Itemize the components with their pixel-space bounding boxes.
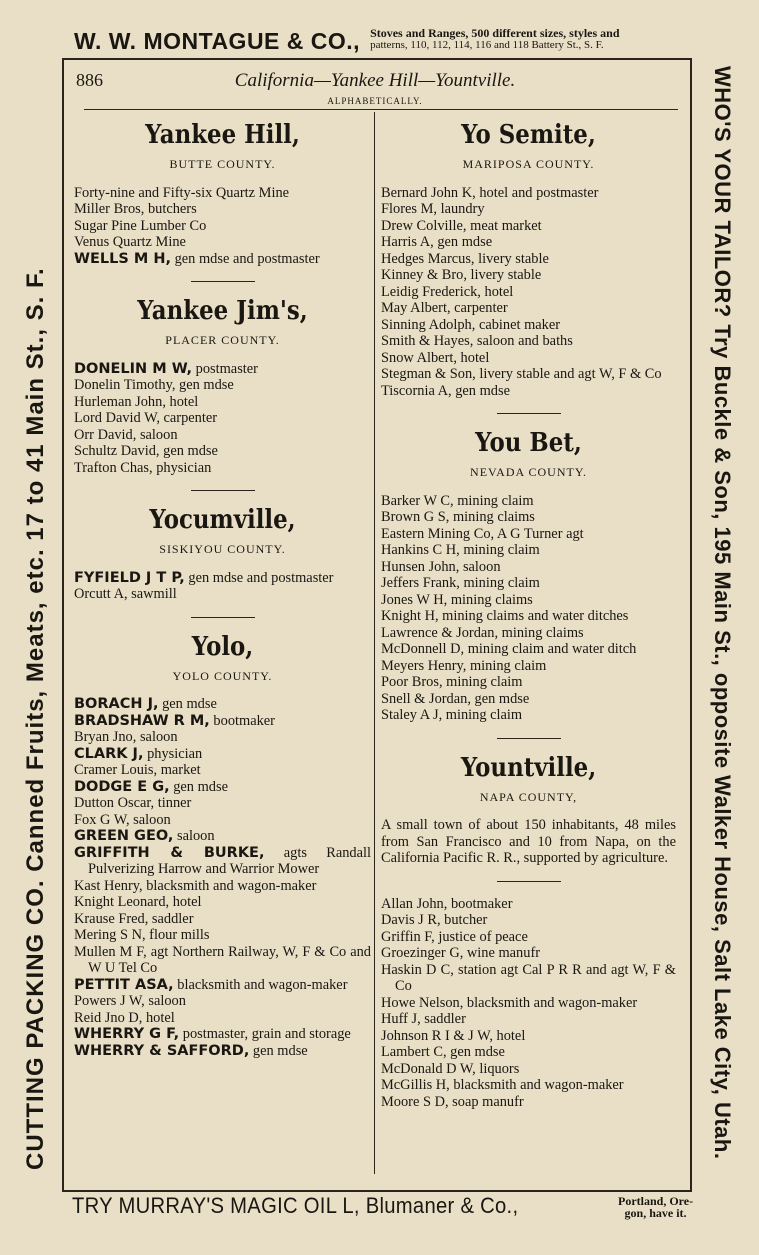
directory-entry — [381, 1011, 676, 1028]
directory-entry — [74, 812, 371, 829]
directory-entry — [381, 1028, 676, 1045]
town-heading: Yocumville, — [149, 505, 296, 535]
entry-name: FYFIELD J T P, — [74, 569, 185, 586]
section-separator — [191, 281, 255, 282]
county-label: YOLO COUNTY. — [172, 668, 273, 683]
directory-entry — [381, 383, 676, 400]
directory-entry — [381, 674, 676, 691]
directory-entry — [74, 427, 371, 444]
entry-name: Kast Henry, blacksmith and wagon-maker — [74, 877, 317, 894]
top-ad-details — [370, 28, 619, 51]
section-separator — [191, 617, 255, 618]
top-advertisement — [74, 24, 714, 58]
directory-entry — [74, 394, 371, 411]
directory-entry — [74, 729, 371, 746]
column-divider — [374, 112, 375, 1174]
entry-name: Huff J, saddler — [381, 1011, 466, 1027]
entry-name: Lord David W, carpenter — [74, 410, 218, 426]
directory-entry — [381, 912, 676, 929]
entry-detail: agts Randall Pulverizing Harrow and Warrior Mower — [88, 844, 371, 877]
section-separator — [191, 490, 255, 491]
entry-name: Allan John, bootmaker — [381, 895, 513, 912]
town-heading: Yankee Hill, — [145, 120, 300, 150]
directory-entry — [74, 201, 371, 218]
entry-name: Groezinger G, wine manufr — [381, 945, 541, 961]
directory-entry — [381, 1094, 676, 1111]
directory-entry — [381, 300, 676, 317]
directory-entry — [381, 267, 676, 284]
entry-name: Barker W C, mining claim — [381, 492, 534, 509]
entry-name: Lawrence & Jordan, mining claims — [381, 624, 584, 641]
directory-entry — [381, 592, 676, 609]
town-heading: Yountville, — [460, 752, 597, 783]
entry-name: Snell & Jordan, gen mdse — [381, 690, 530, 707]
directory-entry — [381, 559, 676, 576]
directory-entry — [381, 218, 676, 235]
left-column — [74, 110, 371, 1059]
entry-name: Sinning Adolph, cabinet maker — [381, 316, 561, 333]
directory-entry — [381, 896, 676, 913]
entry-name: Bryan Jno, saloon — [74, 729, 178, 745]
entry-name: Miller Bros, butchers — [74, 201, 197, 217]
left-side-advertisement: CUTTING PACKING CO. Canned Fruits, Meats, etc. 17 to 41 Main St., S. F. — [22, 267, 49, 1170]
entry-name: Knight Leonard, hotel — [74, 894, 202, 910]
directory-entry — [74, 828, 371, 845]
entry-name: McDonald D W, liquors — [381, 1060, 520, 1077]
entry-name: Fox G W, saloon — [74, 811, 171, 828]
entry-name: Smith & Hayes, saloon and baths — [381, 333, 573, 349]
entry-detail: blacksmith and wagon-maker — [173, 976, 348, 993]
entry-name: Orr David, saloon — [74, 426, 178, 443]
directory-entry — [74, 1026, 371, 1043]
directory-entry — [381, 201, 676, 218]
directory-entry — [74, 878, 371, 895]
entry-name: BRADSHAW R M, — [74, 712, 210, 729]
entry-name: Hankins C H, mining claim — [381, 542, 540, 558]
directory-entry — [381, 542, 676, 559]
entry-detail: physician — [143, 745, 203, 762]
entry-detail: gen mdse — [158, 696, 217, 712]
entry-name: Schultz David, gen mdse — [74, 443, 218, 459]
directory-entry — [381, 1044, 676, 1061]
entry-name: PETTIT ASA, — [74, 976, 174, 993]
entry-name: Forty-nine and Fifty-six Quartz Mine — [74, 184, 290, 201]
entry-name: Lambert C, gen mdse — [381, 1044, 505, 1060]
entry-name: Mullen M F, agt Northern Railway, W, F & Co and W U Tel Co — [74, 943, 371, 976]
section-separator — [497, 881, 561, 882]
directory-entry — [381, 284, 676, 301]
directory-entry — [74, 894, 371, 911]
directory-entry — [74, 234, 371, 251]
town-description: A small town of about 150 inhabitants, 48 miles from San Francisco and 10 from Napa, on the California Pacific R. R., supported by agriculture. — [381, 817, 676, 866]
town-heading: Yo Semite, — [461, 120, 596, 150]
entry-name: WHERRY & SAFFORD, — [74, 1042, 250, 1059]
entry-name: Kinney & Bro, livery stable — [381, 267, 542, 283]
entry-name: Mering S N, flour mills — [74, 927, 210, 943]
entry-name: Trafton Chas, physician — [74, 459, 212, 476]
entry-name: WELLS M H, — [74, 250, 171, 267]
entry-name: Leidig Frederick, hotel — [381, 283, 514, 300]
entry-name: McGillis H, blacksmith and wagon-maker — [381, 1077, 624, 1093]
entry-detail: postmaster — [192, 360, 258, 377]
directory-entry — [381, 333, 676, 350]
directory-entry — [381, 1061, 676, 1078]
entry-name: WHERRY G F, — [74, 1026, 180, 1042]
directory-entry — [74, 845, 371, 878]
directory-entry — [381, 658, 676, 675]
entry-name: Venus Quartz Mine — [74, 234, 186, 250]
entry-name: DODGE E G, — [74, 778, 170, 795]
entry-name: Jones W H, mining claims — [381, 591, 533, 608]
directory-entry — [74, 927, 371, 944]
directory-entry — [74, 218, 371, 235]
entry-detail: postmaster, grain and storage — [179, 1026, 351, 1042]
entry-name: Drew Colville, meat market — [381, 217, 542, 234]
directory-entry — [381, 995, 676, 1012]
entry-name: Krause Fred, saddler — [74, 910, 194, 927]
right-column — [381, 110, 676, 1110]
directory-entry — [74, 696, 371, 713]
town-heading: Yolo, — [191, 631, 254, 662]
top-ad-company: W. W. MONTAGUE & CO., — [74, 28, 361, 54]
directory-entry — [74, 911, 371, 928]
entry-name: McDonnell D, mining claim and water ditch — [381, 641, 637, 657]
alphabetically-label: ALPHABETICALLY. — [327, 96, 423, 106]
entry-name: Cramer Louis, market — [74, 762, 201, 778]
directory-entry — [381, 185, 676, 202]
directory-entry — [381, 234, 676, 251]
entry-name: Haskin D C, station agt Cal P R R and agt W, F & Co — [381, 961, 676, 994]
directory-entry — [381, 945, 676, 962]
directory-entry — [381, 1077, 676, 1094]
page-number: 886 — [76, 70, 103, 90]
directory-entry — [381, 575, 676, 592]
entry-name: Hurleman John, hotel — [74, 393, 199, 410]
entry-name: Brown G S, mining claims — [381, 509, 535, 525]
entry-detail: gen mdse — [169, 778, 228, 795]
directory-entry — [381, 509, 676, 526]
top-ad-line2: patterns, 110, 112, 114, 116 and 118 Battery St., S. F. — [370, 39, 604, 51]
right-side-advertisement: WHO'S YOUR TAILOR? Try Buckle & Son, 195 Main St., opposite Walker House, Salt Lake City, Utah. — [710, 66, 735, 1160]
entry-name: Hunsen John, saloon — [381, 558, 501, 575]
directory-entry — [381, 366, 676, 383]
directory-entry — [381, 526, 676, 543]
directory-entry — [74, 1043, 371, 1060]
directory-entry — [74, 361, 371, 378]
entry-name: Dutton Oscar, tinner — [74, 795, 192, 811]
directory-entry — [381, 641, 676, 658]
directory-entry — [74, 443, 371, 460]
entry-name: Meyers Henry, mining claim — [381, 657, 547, 674]
bottom-advertisement — [72, 1193, 692, 1227]
directory-entry — [381, 691, 676, 708]
bottom-ad-main: TRY MURRAY'S MAGIC OIL L, Blumaner & Co., — [72, 1193, 519, 1218]
directory-entry — [74, 779, 371, 796]
entry-name: Davis J R, butcher — [381, 912, 488, 928]
entry-name: Moore S D, soap manufr — [381, 1093, 524, 1110]
directory-entry — [74, 185, 371, 202]
entry-name: Stegman & Son, livery stable and agt W, F & Co — [381, 366, 662, 382]
entry-name: Tiscornia A, gen mdse — [381, 382, 510, 399]
entry-name: DONELIN M W, — [74, 360, 193, 377]
directory-entry — [74, 1010, 371, 1027]
entry-name: Jeffers Frank, mining claim — [381, 575, 540, 591]
directory-entry — [74, 944, 371, 977]
bottom-ad-note-line1: Portland, Ore- — [618, 1194, 694, 1208]
county-label: NAPA COUNTY, — [479, 789, 578, 804]
entry-name: BORACH J, — [74, 696, 159, 712]
entry-name: Orcutt A, sawmill — [74, 586, 177, 602]
directory-entry — [381, 350, 676, 367]
entry-name: Knight H, mining claims and water ditches — [381, 608, 629, 624]
county-label: NEVADA COUNTY. — [470, 465, 587, 479]
section-separator — [497, 738, 561, 739]
entry-detail: gen mdse and postmaster — [171, 250, 320, 267]
directory-entry — [74, 586, 371, 603]
directory-entry — [74, 795, 371, 812]
town-heading: Yankee Jim's, — [137, 296, 308, 326]
entry-name: Hedges Marcus, livery stable — [381, 250, 549, 267]
entry-name: Bernard John K, hotel and postmaster — [381, 184, 599, 201]
directory-entry — [74, 977, 371, 994]
directory-entry — [381, 625, 676, 642]
directory-entry — [74, 762, 371, 779]
entry-name: Powers J W, saloon — [74, 993, 186, 1009]
bottom-ad-note — [618, 1195, 693, 1219]
entry-name: CLARK J, — [74, 745, 144, 762]
directory-entry — [74, 993, 371, 1010]
county-label: PLACER COUNTY. — [165, 333, 280, 347]
entry-detail: saloon — [173, 828, 215, 844]
entry-name: Staley A J, mining claim — [381, 707, 523, 723]
directory-entry — [74, 713, 371, 730]
town-heading: You Bet, — [475, 428, 582, 458]
entry-name: Reid Jno D, hotel — [74, 1009, 175, 1026]
directory-entry — [381, 707, 676, 724]
directory-entry — [381, 251, 676, 268]
directory-entry — [381, 493, 676, 510]
section-separator — [497, 413, 561, 414]
entry-detail: bootmaker — [209, 712, 275, 729]
directory-entry — [74, 251, 371, 268]
entry-name: Howe Nelson, blacksmith and wagon-maker — [381, 994, 638, 1011]
entry-detail: gen mdse — [249, 1042, 308, 1059]
entry-name: Poor Bros, mining claim — [381, 674, 523, 690]
directory-entry — [74, 410, 371, 427]
entry-name: May Albert, carpenter — [381, 300, 508, 316]
entry-name: Harris A, gen mdse — [381, 234, 493, 250]
entry-name: Snow Albert, hotel — [381, 349, 490, 366]
entry-name: Sugar Pine Lumber Co — [74, 217, 207, 234]
directory-entry — [381, 608, 676, 625]
entry-name: Eastern Mining Co, A G Turner agt — [381, 525, 584, 542]
entry-name: Donelin Timothy, gen mdse — [74, 377, 234, 393]
top-ad-line1: Stoves and Ranges, 500 different sizes, styles and — [370, 26, 620, 40]
county-label: BUTTE COUNTY. — [169, 157, 276, 171]
directory-entry — [74, 746, 371, 763]
entry-name: GREEN GEO, — [74, 828, 174, 844]
bottom-ad-note-line2: gon, have it. — [624, 1206, 687, 1220]
county-label: SISKIYOU COUNTY. — [159, 542, 286, 556]
entry-name: Flores M, laundry — [381, 201, 485, 217]
running-head: California—Yankee Hill—Yountville. — [234, 70, 516, 91]
county-label: MARIPOSA COUNTY. — [462, 157, 595, 171]
entry-detail: gen mdse and postmaster — [184, 569, 334, 586]
directory-entry — [381, 317, 676, 334]
directory-entry — [74, 570, 371, 587]
entry-name: GRIFFITH & BURKE, — [74, 844, 265, 861]
directory-entry — [381, 929, 676, 946]
directory-entry — [381, 962, 676, 995]
entry-name: Johnson R I & J W, hotel — [381, 1027, 526, 1044]
directory-entry — [74, 460, 371, 477]
entry-name: Griffin F, justice of peace — [381, 928, 528, 945]
directory-entry — [74, 377, 371, 394]
